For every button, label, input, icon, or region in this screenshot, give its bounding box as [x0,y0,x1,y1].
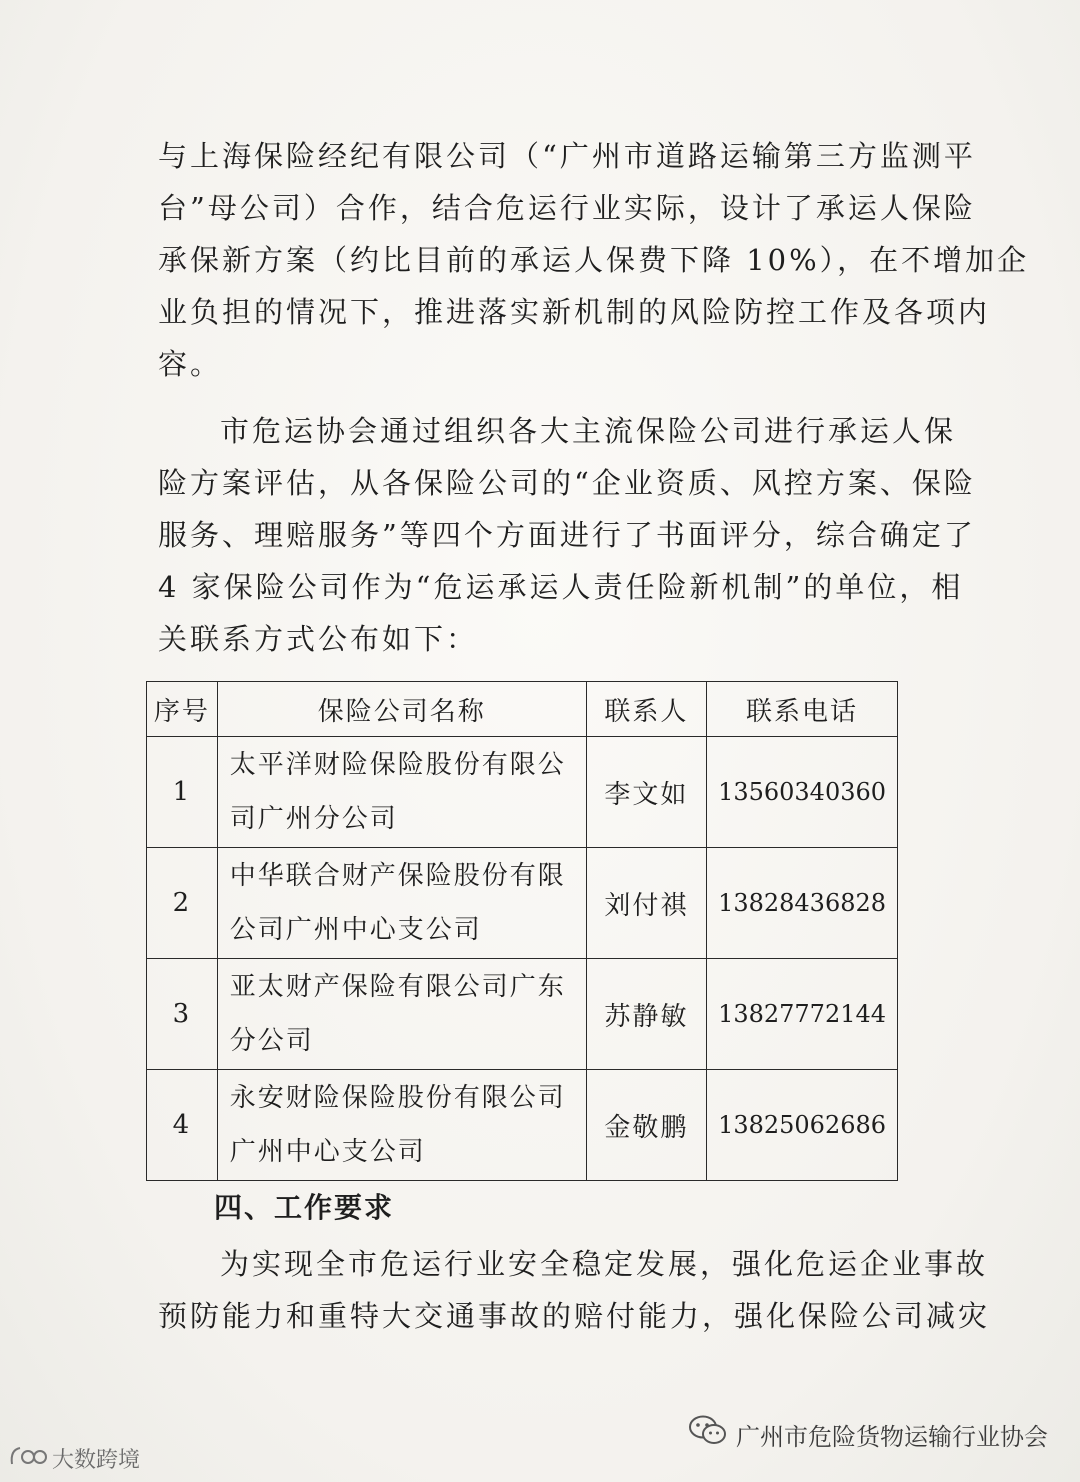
header-no: 序号 [147,682,218,737]
text-line: 关联系方式公布如下： [158,622,479,656]
table-header-row [147,682,898,737]
cell-phone: 13560340360 [707,737,898,848]
cell-company [217,737,586,848]
paragraph-3 [158,1238,991,1342]
company-name-line: 永安财险保险股份有限公司 [229,1083,566,1113]
text-line: 市危运协会通过组织各大主流保险公司进行承运人保 [220,414,957,448]
cell-person: 金敬鹏 [586,1070,706,1181]
wechat-icon [688,1414,728,1454]
cell-person: 苏静敏 [586,959,706,1070]
watermark-association [688,1414,1048,1454]
header-company: 保险公司名称 [217,682,586,737]
header-phone: 联系电话 [707,682,898,737]
cell-no: 3 [147,959,218,1070]
text-line: 容。 [158,347,223,381]
table-row [147,959,898,1070]
company-name-line: 司广州分公司 [229,804,398,834]
text-line: 台”母公司）合作，结合危运行业实际，设计了承运人保险 [158,191,976,225]
header-person: 联系人 [586,682,706,737]
text-line: 险方案评估，从各保险公司的“企业资质、风控方案、保险 [158,466,976,500]
paragraph-1 [158,130,1030,390]
watermark-source [8,1443,140,1474]
watermark-text: 广州市危险货物运输行业协会 [736,1422,1048,1451]
cell-phone: 13827772144 [707,959,898,1070]
cell-no: 2 [147,848,218,959]
text-line: 承保新方案（约比目前的承运人保费下降 10%），在不增加企 [158,243,1030,277]
text-line: 为实现全市危运行业安全稳定发展，强化危运企业事故 [220,1247,989,1281]
company-name-line: 亚太财产保险有限公司广东 [229,972,566,1002]
company-name-line: 太平洋财险保险股份有限公 [229,750,566,780]
watermark-text: 大数跨境 [52,1448,141,1473]
section-heading: 四、工作要求 [214,1191,395,1224]
cell-phone: 13825062686 [707,1070,898,1181]
table-row [147,1070,898,1181]
logo-mark [8,1444,48,1474]
company-name-line: 公司广州中心支公司 [229,915,482,945]
cell-person: 刘付祺 [586,848,706,959]
text-line: 业负担的情况下，推进落实新机制的风险防控工作及各项内 [158,295,991,329]
company-name-line: 广州中心支公司 [229,1137,426,1167]
text-line: 4 家保险公司作为“危运承运人责任险新机制”的单位，相 [158,570,964,604]
cell-no: 1 [147,737,218,848]
text-line: 与上海保险经纪有限公司（“广州市道路运输第三方监测平 [158,139,976,173]
insurance-contacts-table [146,681,898,1181]
paragraph-2 [158,405,976,665]
cell-no: 4 [147,1070,218,1181]
cell-phone: 13828436828 [707,848,898,959]
text-line: 服务、理赔服务”等四个方面进行了书面评分，综合确定了 [158,518,976,552]
cell-company [217,848,586,959]
table-row [147,848,898,959]
cell-company [217,1070,586,1181]
cell-person: 李文如 [586,737,706,848]
table-row [147,737,898,848]
company-name-line: 中华联合财产保险股份有限 [229,861,566,891]
company-name-line: 分公司 [229,1026,314,1056]
text-line: 预防能力和重特大交通事故的赔付能力，强化保险公司减灾 [158,1299,991,1333]
cell-company [217,959,586,1070]
